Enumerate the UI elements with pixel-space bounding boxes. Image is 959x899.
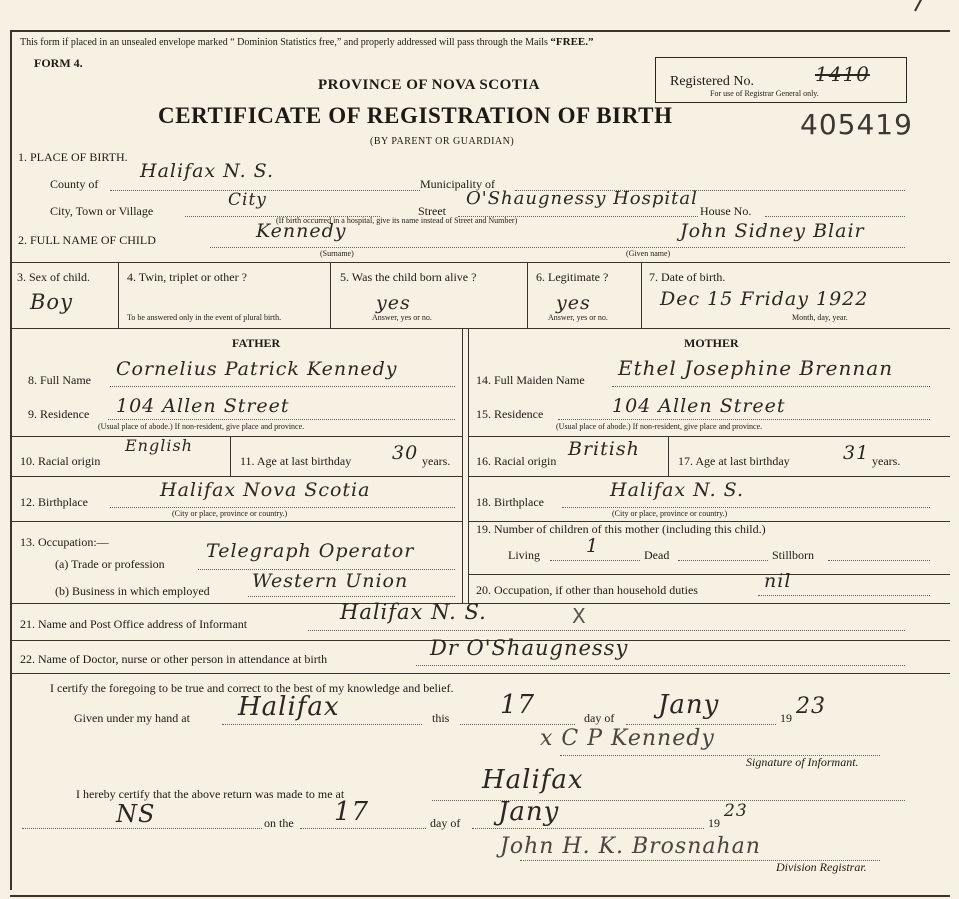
mother-occupation-value: nil xyxy=(764,570,792,592)
father-birthplace-value: Halifax Nova Scotia xyxy=(160,479,371,501)
on-the-label: on the xyxy=(264,816,294,830)
registrar-signature: John H. K. Brosnahan xyxy=(500,834,761,859)
father-birthplace-label: 12. Birthplace xyxy=(20,495,88,509)
return-label: I hereby certify that the above return was made to me at xyxy=(76,787,345,801)
mother-birthplace-label: 18. Birthplace xyxy=(476,495,544,509)
day-of-label: day of xyxy=(584,711,615,725)
alive-label: 5. Was the child born alive ? xyxy=(340,270,477,284)
certify-statement: I certify the foregoing to be true and correct to the best of my knowledge and belief. xyxy=(50,681,454,695)
form-number: FORM 4. xyxy=(34,56,83,70)
twin-note: To be answered only in the event of plural birth. xyxy=(127,313,282,322)
father-age-value: 30 xyxy=(392,442,419,464)
dob-note: Month, day, year. xyxy=(792,313,848,322)
mother-name-label: 14. Full Maiden Name xyxy=(476,373,585,387)
on-the-value: 17 xyxy=(334,797,370,827)
on-the-line xyxy=(300,828,426,829)
trade-value: Telegraph Operator xyxy=(206,540,415,562)
province-heading: PROVINCE OF NOVA SCOTIA xyxy=(318,77,540,93)
business-value: Western Union xyxy=(252,570,409,592)
signature-caption: Signature of Informant. xyxy=(746,755,859,769)
street-label: Street xyxy=(418,204,446,218)
mother-row-rule xyxy=(468,436,950,437)
father-mother-divider xyxy=(462,328,463,604)
mother-heading: MOTHER xyxy=(684,336,739,350)
child-name-heading: 2. FULL NAME OF CHILD xyxy=(18,233,156,247)
informant-mark: X xyxy=(572,604,586,628)
pen-stroke xyxy=(914,0,931,11)
county-value: Halifax N. S. xyxy=(140,160,275,182)
child-name-line xyxy=(210,247,905,248)
father-birthplace-note: (City or place, province or country.) xyxy=(172,509,288,518)
return-place-cont-line xyxy=(22,828,262,829)
year-prefix: 19 xyxy=(780,711,792,725)
mother-row-rule xyxy=(468,476,950,477)
father-name-line xyxy=(110,386,455,387)
father-cell-divider xyxy=(230,436,231,476)
this-value: 17 xyxy=(500,690,536,720)
registered-label: Registered No. xyxy=(670,74,754,89)
twin-label: 4. Twin, triplet or other ? xyxy=(127,270,247,284)
father-heading: FATHER xyxy=(232,336,281,350)
street-value: O'Shaugnessy Hospital xyxy=(466,188,698,209)
father-racial-value: English xyxy=(125,436,193,455)
father-residence-note: (Usual place of abode.) If non-resident, give place and province. xyxy=(98,422,305,431)
registrar-use-note: For use of Registrar General only. xyxy=(710,89,819,98)
informant-signature: x C P Kennedy xyxy=(540,726,715,751)
stillborn-label: Stillborn xyxy=(772,548,815,562)
legitimate-label: 6. Legitimate ? xyxy=(536,270,609,284)
day-of-label-2: day of xyxy=(430,816,461,830)
certificate-title: CERTIFICATE OF REGISTRATION OF BIRTH xyxy=(158,103,673,128)
mother-racial-value: British xyxy=(568,438,640,460)
dob-value: Dec 15 Friday 1922 xyxy=(660,288,869,310)
cell-divider xyxy=(527,262,528,328)
cell-divider xyxy=(641,262,642,328)
mother-birthplace-note: (City or place, province or country.) xyxy=(612,509,728,518)
bottom-border xyxy=(10,895,950,897)
legitimate-value: yes xyxy=(556,292,591,314)
legitimate-note: Answer, yes or no. xyxy=(548,313,608,322)
rule-section-3 xyxy=(10,262,950,263)
father-residence-label: 9. Residence xyxy=(28,407,90,421)
father-row-rule xyxy=(10,521,462,522)
father-mother-divider-2 xyxy=(468,328,469,604)
mother-birthplace-line xyxy=(562,507,930,508)
city-label: City, Town or Village xyxy=(50,204,154,218)
father-residence-value: 104 Allen Street xyxy=(116,395,290,417)
given-line xyxy=(222,724,422,725)
year-value-2: 23 xyxy=(724,801,748,821)
doctor-value: Dr O'Shaugnessy xyxy=(430,636,629,660)
municipality-label: Municipality of xyxy=(420,177,495,191)
mother-age-label: 17. Age at last birthday xyxy=(678,454,790,468)
mother-racial-label: 16. Racial origin xyxy=(476,454,557,468)
top-border xyxy=(10,30,950,32)
certificate-subtitle: (BY PARENT OR GUARDIAN) xyxy=(370,136,515,147)
business-line xyxy=(248,596,455,597)
year-prefix-2: 19 xyxy=(708,816,720,830)
mother-residence-value: 104 Allen Street xyxy=(612,395,786,417)
mother-residence-note: (Usual place of abode.) If non-resident, give place and province. xyxy=(556,422,763,431)
business-label: (b) Business in which employed xyxy=(55,584,210,598)
this-line xyxy=(460,724,575,725)
father-years: years. xyxy=(422,454,451,468)
month-value: Jany xyxy=(658,690,720,720)
dead-label: Dead xyxy=(644,548,670,562)
return-place-cont: NS xyxy=(116,800,156,828)
father-row-rule xyxy=(10,436,462,437)
dead-line xyxy=(678,560,768,561)
mother-occupation-line xyxy=(758,595,930,596)
mother-years: years. xyxy=(872,454,901,468)
registered-value: 1410 xyxy=(815,62,870,86)
mother-occupation-label: 20. Occupation, if other than household duties xyxy=(476,583,698,597)
this-label: this xyxy=(432,711,450,725)
postal-note: This form if placed in an unsealed envelope marked “ Dominion Statistics free,” and properly addressed will pass through the Mails “FREE.” xyxy=(20,36,594,48)
informant-line xyxy=(308,630,905,631)
month-line xyxy=(626,724,776,725)
given-caption: (Given name) xyxy=(626,249,671,258)
mother-name-line xyxy=(612,386,930,387)
rule-parents xyxy=(10,328,950,329)
informant-value: Halifax N. S. xyxy=(340,600,487,624)
children-label: 19. Number of children of this mother (including this child.) xyxy=(476,522,766,536)
city-value: City xyxy=(228,190,267,210)
month-value-2: Jany xyxy=(498,797,560,827)
child-given-name: John Sidney Blair xyxy=(680,220,865,242)
father-racial-label: 10. Racial origin xyxy=(20,454,101,468)
father-residence-line xyxy=(108,419,455,420)
living-value: 1 xyxy=(586,535,600,557)
registrar-caption: Division Registrar. xyxy=(776,860,867,874)
dob-label: 7. Date of birth. xyxy=(649,270,726,284)
child-surname: Kennedy xyxy=(256,220,347,242)
place-of-birth-heading: 1. PLACE OF BIRTH. xyxy=(18,150,128,164)
informant-label: 21. Name and Post Office address of Informant xyxy=(20,617,248,631)
father-occupation-label: 13. Occupation:— xyxy=(20,535,109,549)
father-row-rule xyxy=(10,476,462,477)
trade-label: (a) Trade or profession xyxy=(55,557,165,571)
year-value: 23 xyxy=(796,694,826,719)
cell-divider xyxy=(330,262,331,328)
stamp-number: 405419 xyxy=(800,108,913,141)
alive-value: yes xyxy=(376,292,411,314)
mother-residence-line xyxy=(558,419,930,420)
mother-residence-label: 15. Residence xyxy=(476,407,544,421)
father-name-value: Cornelius Patrick Kennedy xyxy=(116,358,398,380)
hospital-note: (If birth occurred in a hospital, give its name instead of Street and Number) xyxy=(276,216,518,225)
alive-note: Answer, yes or no. xyxy=(372,313,432,322)
rule-certification xyxy=(10,673,950,674)
stillborn-line xyxy=(828,560,930,561)
house-line xyxy=(765,216,905,217)
sex-value: Boy xyxy=(30,290,73,314)
house-label: House No. xyxy=(700,204,752,218)
return-place: Halifax xyxy=(482,765,584,795)
father-age-label: 11. Age at last birthday xyxy=(240,454,352,468)
cell-divider xyxy=(118,262,119,328)
sex-label: 3. Sex of child. xyxy=(17,270,90,284)
mother-name-value: Ethel Josephine Brennan xyxy=(618,356,894,380)
given-value: Halifax xyxy=(238,692,340,722)
doctor-line xyxy=(416,665,905,666)
left-border xyxy=(10,30,12,890)
given-label: Given under my hand at xyxy=(74,711,190,725)
mother-cell-divider xyxy=(668,436,669,476)
mother-row-rule xyxy=(468,574,950,575)
county-label: County of xyxy=(50,177,99,191)
mother-birthplace-value: Halifax N. S. xyxy=(610,479,745,501)
month-line-2 xyxy=(472,828,704,829)
mother-age-value: 31 xyxy=(843,442,870,464)
surname-caption: (Surname) xyxy=(320,249,354,258)
living-label: Living xyxy=(508,548,540,562)
living-line xyxy=(550,560,640,561)
postal-note-free: “FREE.” xyxy=(550,36,594,48)
doctor-label: 22. Name of Doctor, nurse or other person in attendance at birth xyxy=(20,652,328,666)
father-birthplace-line xyxy=(110,507,455,508)
father-name-label: 8. Full Name xyxy=(28,373,91,387)
